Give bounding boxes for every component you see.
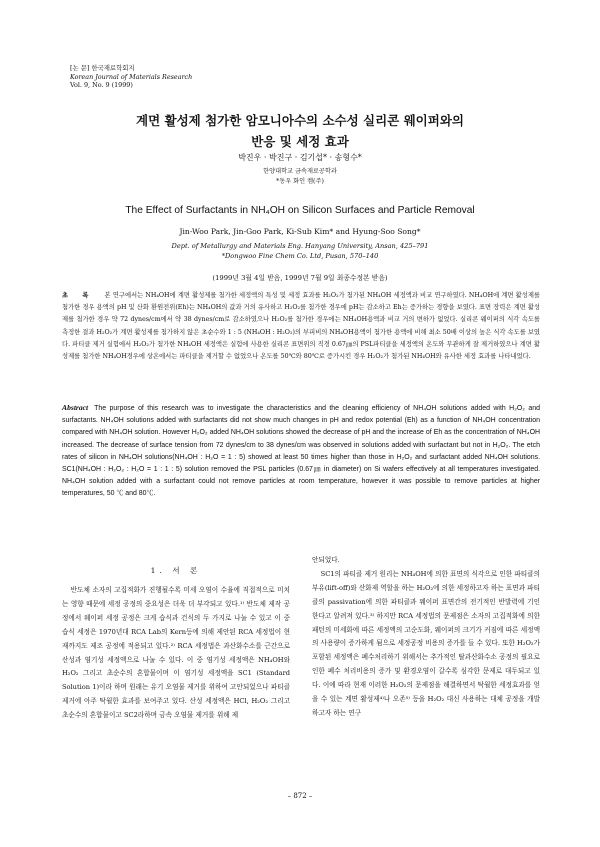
body-column-right xyxy=(312,554,540,721)
abstract-en xyxy=(62,402,540,501)
affiliations-ko xyxy=(0,167,600,187)
intro-paragraph-1: 반도체 소자의 고집적화가 진행될수록 미세 오염이 수율에 직접적으로 미치는 영향 때문에 세정 공정의 중요성은 더욱 더 부각되고 있다.¹⁾ 반도체 제작 공정에서 웨이퍼 세정 공정은 크게 습식과 건식의 두 가지로 나눌 수 있고 이 중 습식 세정은 1970년대 RCA Lab의 Kern등에 의해 제안된 RCA 세정법이 현재까지도 제조 공정에 적용되고 있다.²⁾ RCA 세정법은 과산화수소를 근간으로 산성과 염기성 세정액으로 나눌 수 있다. 이 중 염기성 세정액은 NH₄OH와 H₂O₂ 그리고 초순수의 혼합물이며 이 염기성 세정액을 SC1 (Standard Solution 1)이라 하며 원래는 유기 오염물 제거를 위하여 고안되었으나 파티클 제거에 아주 탁월한 효과를 보여주고 있다. 산성 세정액은 HCl, H₂O₂ 그리고 초순수의 혼합물이고 SC2라하며 금속 오염물 제거를 위해 제 xyxy=(62,586,290,720)
authors-ko: 박진우 · 박진구 · 김기섭* · 송형수* xyxy=(238,153,362,162)
affiliation-ko-2: *동우 화인 켐(주) xyxy=(276,178,324,185)
section-title-text: 1. 서 론 xyxy=(150,566,202,575)
journal-name-en: Korean Journal of Materials Research xyxy=(70,72,193,81)
intro-paragraph-2: SC1의 파티클 제거 원리는 NH₄OH에 의한 표면의 식각으로 인한 파티클의 부유(lift-off)와 산화제 역할을 하는 H₂O₂에 의한 세정하고자 하는 표면과 파티클의 passivation에 의한 파티클과 웨이퍼 표면간의 전기적인 반발력에 기인한다고 알려져 있다.³⁾ 하지만 RCA 세정법의 문제점은 소자의 고집적화에 의한 패턴의 미세화에 따른 세정액의 고순도화, 웨이퍼의 크기가 커짐에 따른 세정액의 사용량이 증가하게 됨으로 세정공정 비용의 증가를 들 수 있다. 또한 H₂O₂가 포함된 세정액은 폐수처리하기 위해서는 추가적인 탈과산화수소 공정의 필요로 인한 폐수 처리비용의 증가 및 환경오염이 갈수록 심각한 문제로 대두되고 있다. 이에 따라 현재 이러한 H₂O₂의 문제점을 해결하면서 탁월한 세정효과를 얻을 수 있는 계면 활성제⁴⁾나 오존⁵⁾ 등을 H₂O₂ 대신 사용하는 대체 공정을 개발하고자 하는 연구 xyxy=(312,569,540,717)
affiliation-en-1: Dept. of Metallurgy and Materials Eng. Hanyang University, Ansan, 425–791 xyxy=(171,242,429,250)
abstract-en-text: The purpose of this research was to investigate the characteristics and the cleaning efficiency of NH₄OH solutions added with H₂O₂ and surfactants. NH₄OH solutions added with surfactants did not show much changes in pH and redox potential (Eh) as a function of NH₄OH concentration compared with NH₄OH solution. However H₂O₂ added NH₄OH solutions showed the decrease of pH and the increase of Eh as the concentration of NH₄OH increased. The decrease of surface tension from 72 dynes/cm to 38 dynes/cm was observed in solutions added with surfactant but not in H₂O₂. The etch rates of silicon in NH₄OH solutions(NH₄OH : H₂O = 1 : 5) showed at least 50 times higher than those in H₂O₂ and surfactant added NH₄OH solutions. SC1(NH₄OH : H₂O₂ : H₂O = 1 : 1 : 5) solution removed the PSL particles (0.67㎛ in diameter) on Si wafers effectively at all temperatures investigated. NH₄OH solution added with a surfactant could not remove particles at room temperature, however it was possible to remove particles at higher temperatures, 50 ℃ and 80℃. xyxy=(62,405,540,498)
body-column-left xyxy=(62,564,290,723)
paper-title-ko xyxy=(0,110,600,152)
abstract-en-label: Abstract xyxy=(62,403,89,412)
page-number: – 872 – xyxy=(287,792,313,800)
affiliations-en xyxy=(0,241,600,261)
paper-title-ko-line1: 계면 활성제 첨가한 암모니아수의 소수성 실리콘 웨이퍼와의 xyxy=(136,113,464,128)
journal-name-ko: [논 문] 한국재료학회지 xyxy=(70,64,135,72)
authors-en: Jin-Woo Park, Jin-Goo Park, Ki-Sub Kim* and Hyung-Soo Song* xyxy=(179,227,421,236)
section-title-introduction xyxy=(62,564,290,578)
intro-paragraph-continued: 안되었다. xyxy=(312,556,340,564)
journal-volume: Vol. 9, No. 9 (1999) xyxy=(70,81,133,90)
journal-header xyxy=(70,64,192,90)
paper-title-en: The Effect of Surfactants in NH₄OH on Silicon Surfaces and Particle Removal xyxy=(125,205,475,216)
abstract-ko-label: 초 록 xyxy=(62,292,95,299)
affiliation-ko-1: 한양대학교 금속재료공학과 xyxy=(263,168,337,175)
abstract-ko xyxy=(62,290,540,363)
abstract-ko-text: 본 연구에서는 NH₄OH에 계면 활성제를 첨가한 세정액의 특성 및 세정 효과를 H₂O₂가 첨가된 NH₄OH 세정액과 비교 연구하였다. NH₄OH에 계면 활성제를 첨가한 경우 용액의 pH 및 산화 환원전위(Eh)는 NH₄OH의 값과 거의 유사하고 H₂O₂를 첨가한 경우에 pH는 감소하고 Eh는 증가하는 경향을 보였다. 표면 장력은 계면 활성제를 첨가한 경우 약 72 dynes/cm에서 약 38 dynes/cm로 감소하였으나 H₂O₂를 첨가한 경우에는 NH₄OH용액과 비교 거의 변하가 없었다. 실리콘 웨이퍼의 식각 속도를 측정한 결과 H₂O₂가 계면 활성제를 첨가하지 않은 초순수와 1 : 5 (NH₄OH : H₂O₂)의 부피비의 NH₄OH용액이 첨가한 용액에 비해 최소 50배 이상의 높은 식각 속도를 보였다. 파티클 제거 실험에서 H₂O₂가 첨가한 NH₄OH 세정액은 실험에 사용한 실리콘 표면위의 직경 0.67㎛의 PSL파티클을 세정액의 온도와 무관하게 잘 제거하였으나 계면 활성제를 첨가한 NH₄OH경우에 상온에서는 파티클을 제거할 수 없었으나 온도를 50℃와 80℃로 증가시킨 경우 H₂O₂가 첨가된 NH₄OH와 유사한 세정 효과를 나타내었다. xyxy=(62,292,540,361)
received-dates: (1999년 3월 4일 받음, 1999년 7월 9일 최종수정본 받음) xyxy=(212,274,388,282)
paper-title-ko-line2: 반응 및 세정 효과 xyxy=(251,134,349,149)
affiliation-en-2: *Dongwoo Fine Chem Co. Ltd, Pusan, 570–140 xyxy=(221,252,379,260)
